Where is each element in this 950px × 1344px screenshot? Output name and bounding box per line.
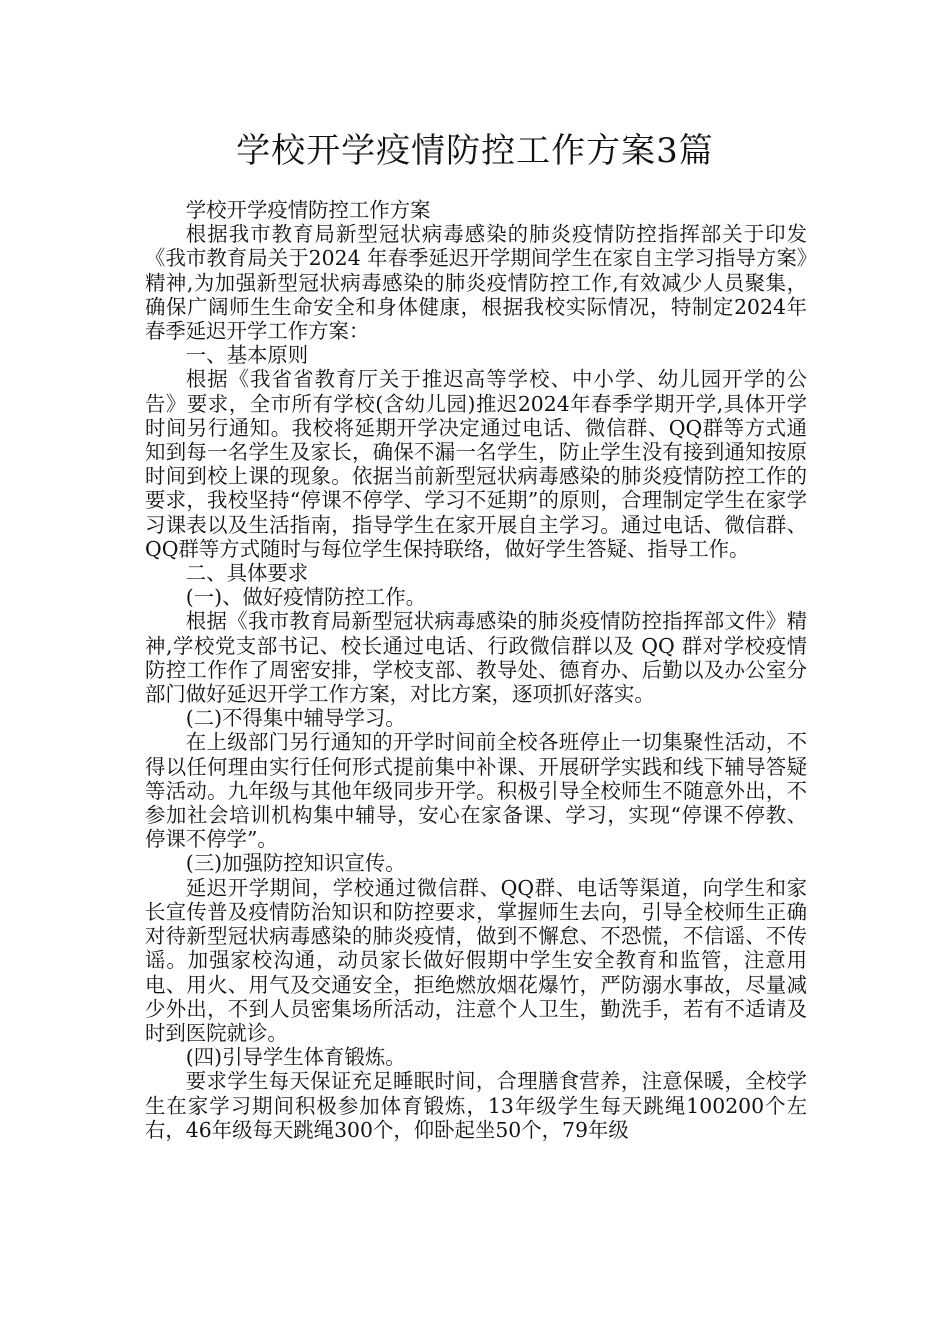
document-body	[145, 198, 807, 1142]
paragraph-intro: 根据我市教育局新型冠状病毒感染的肺炎疫情防控指挥部关于印发《我市教育局关于2024 年春季延迟开学期间学生在家自主学习指导方案》精神,为加强新型冠状病毒感染的肺炎疫情防控工作,有效减少人员聚集，确保广阔师生生命安全和身体健康，根据我校实际情况，特制定2024年春季延迟开学工作方案：	[145, 222, 807, 344]
paragraph-epidemic-control: 根据《我市教育局新型冠状病毒感染的肺炎疫情防控指挥部文件》精神,学校党支部书记、校长通过电话、行政微信群以及 QQ 群对学校疫情防控工作作了周密安排，学校支部、教导处、德育办、后勤以及办公室分部门做好延迟开学工作方案，对比方案，逐项抓好落实。	[145, 609, 807, 707]
paragraph-basic-principles: 根据《我省省教育厅关于推迟高等学校、中小学、幼儿园开学的公告》要求，全市所有学校(含幼儿园)推迟2024年春季学期开学,具体开学时间另行通知。我校将延期开学决定通过电话、微信群、QQ群等方式通知到每一名学生及家长，确保不漏一名学生，防止学生没有接到通知按原时间到校上课的现象。依据当前新型冠状病毒感染的肺炎疫情防控工作的要求，我校坚持“停课不停学、学习不延期”的原则，合理制定学生在家学习课表以及生活指南，指导学生在家开展自主学习。通过电话、微信群、QQ群等方式随时与每位学生保持联络，做好学生答疑、指导工作。	[145, 367, 807, 561]
paragraph-subtitle: 学校开学疫情防控工作方案	[185, 198, 431, 222]
paragraph-no-group-tutoring: 在上级部门另行通知的开学时间前全校各班停止一切集聚性活动，不得以任何理由实行任何形式提前集中补课、开展研学实践和线下辅导答疑等活动。九年级与其他年级同步开学。积极引导全校师生不随意外出，不参加社会培训机构集中辅导，安心在家备课、学习，实现“停课不停教、停课不停学”。	[145, 730, 807, 852]
subheading-knowledge-publicity: (三)加强防控知识宣传。	[185, 851, 406, 876]
subheading-no-group-tutoring: (二)不得集中辅导学习。	[185, 706, 406, 731]
section-heading-basic-principles: 一、基本原则	[185, 343, 309, 368]
subheading-epidemic-control: (一)、做好疫情防控工作。	[185, 585, 427, 610]
paragraph-knowledge-publicity: 延迟开学期间，学校通过微信群、QQ群、电话等渠道，向学生和家长宣传普及疫情防治知识和防控要求，掌握师生去向，引导全校师生正确对待新型冠状病毒感染的肺炎疫情，做到不懈怠、不恐慌，不信谣、不传谣。加强家校沟通，动员家长做好假期中学生安全教育和监管，注意用电、用火、用气及交通安全，拒绝燃放烟花爆竹，严防溺水事故，尽量减少外出，不到人员密集场所活动，注意个人卫生，勤洗手，若有不适请及时到医院就诊。	[145, 875, 807, 1045]
subheading-physical-exercise: (四)引导学生体育锻炼。	[185, 1045, 406, 1070]
paragraph-physical-exercise: 要求学生每天保证充足睡眠时间，合理膳食营养，注意保暖，全校学生在家学习期间积极参加体育锻炼，13年级学生每天跳绳100200个左右，46年级每天跳绳300个，仰卧起坐50个，79年级	[145, 1069, 807, 1142]
document-title: 学校开学疫情防控工作方案3篇	[236, 131, 714, 171]
section-heading-specific-requirements: 二、具体要求	[185, 561, 309, 586]
